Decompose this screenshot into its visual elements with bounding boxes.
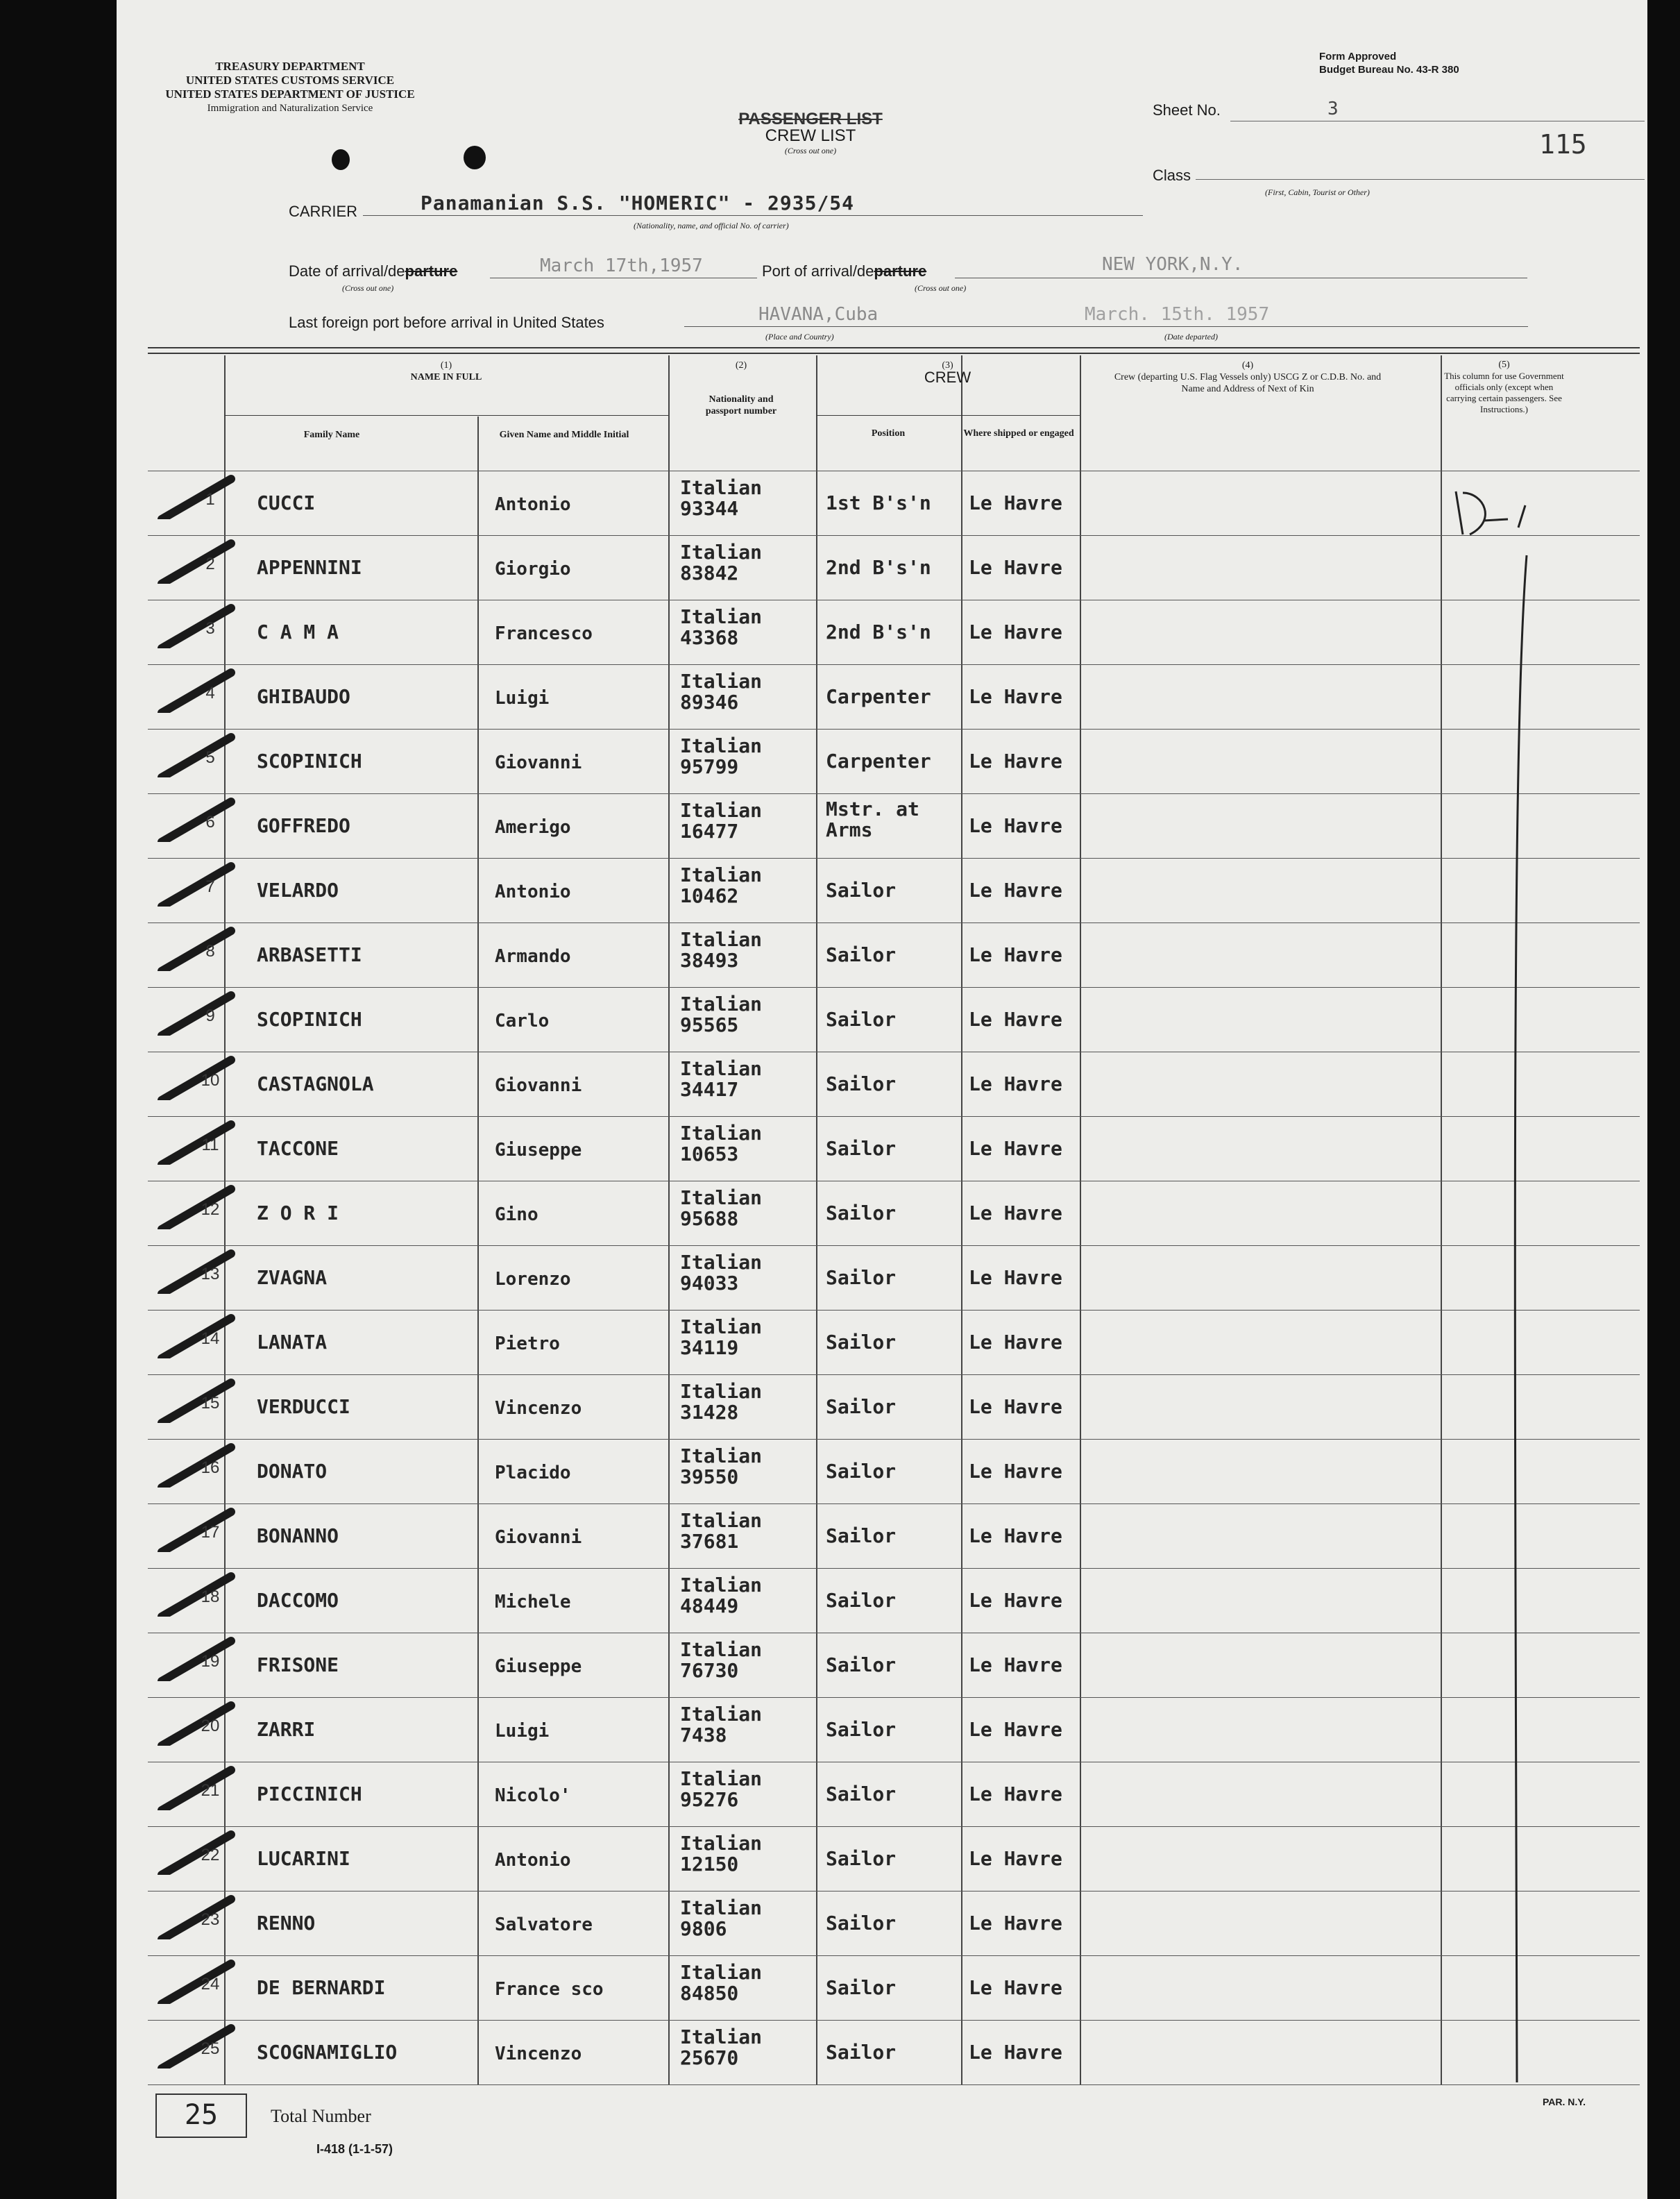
where-shipped: Le Havre xyxy=(969,621,1062,643)
last-port-value: HAVANA,Cuba xyxy=(758,304,879,325)
crew-position: Sailor xyxy=(826,1783,897,1805)
table-row xyxy=(117,987,1647,1052)
family-name: ZVAGNA xyxy=(257,1266,328,1289)
passport-number: 76730 xyxy=(680,1659,739,1682)
crew-position: Sailor xyxy=(826,1589,897,1612)
nationality: Italian xyxy=(680,1122,763,1145)
page-number: 115 xyxy=(1539,129,1587,160)
official-annotation-mark xyxy=(1435,472,1588,2089)
given-name: Giuseppe xyxy=(495,1140,582,1161)
passport-number: 10462 xyxy=(680,884,739,907)
table-row xyxy=(117,2020,1647,2084)
punch-hole-right xyxy=(464,146,486,169)
family-name: PICCINICH xyxy=(257,1783,362,1805)
where-shipped: Le Havre xyxy=(969,1395,1062,1418)
where-shipped: Le Havre xyxy=(969,1331,1062,1354)
row-number: 20 xyxy=(201,1717,220,1735)
family-name: C A M A xyxy=(257,621,339,643)
crew-position: 2nd B's'n xyxy=(826,621,931,643)
date-departed-note: (Date departed) xyxy=(1164,332,1218,342)
given-name: Amerigo xyxy=(495,817,571,838)
table-row xyxy=(117,729,1647,793)
punch-hole-left xyxy=(332,149,350,170)
given-name: Pietro xyxy=(495,1333,560,1354)
nationality: Italian xyxy=(680,1444,763,1467)
header-rule-top xyxy=(148,347,1640,348)
nationality: Italian xyxy=(680,1574,763,1596)
nationality: Italian xyxy=(680,1315,763,1338)
agency-line-1: TREASURY DEPARTMENT xyxy=(215,60,365,73)
title-note: (Cross out one) xyxy=(784,146,837,155)
given-name: Giuseppe xyxy=(495,1656,582,1677)
nationality: Italian xyxy=(680,605,763,628)
family-name: VERDUCCI xyxy=(257,1395,350,1418)
header-subrule xyxy=(224,415,668,416)
passport-number: 38493 xyxy=(680,949,739,972)
given-name: Gino xyxy=(495,1204,538,1225)
given-name: Antonio xyxy=(495,882,571,902)
given-name: Vincenzo xyxy=(495,1398,582,1419)
col2-header xyxy=(668,360,814,417)
family-name: RENNO xyxy=(257,1912,316,1935)
row-divider xyxy=(148,2084,1640,2085)
printer-mark: PAR. N.Y. xyxy=(1543,2096,1586,2107)
date-departed-line xyxy=(1013,326,1528,327)
given-name: Luigi xyxy=(495,688,550,709)
family-name: GOFFREDO xyxy=(257,814,350,837)
given-name: Nicolo' xyxy=(495,1785,571,1806)
nationality: Italian xyxy=(680,1057,763,1080)
nationality: Italian xyxy=(680,1186,763,1209)
crossed-passenger-list: PASSENGER LIST xyxy=(738,110,883,128)
date-of-arrival-label xyxy=(289,262,457,280)
table-row xyxy=(117,1633,1647,1697)
col3-header xyxy=(817,360,1078,386)
port-of-arrival-label xyxy=(762,262,926,280)
date-departed-value: March. 15th. 1957 xyxy=(1085,304,1270,325)
port-note: (Cross out one) xyxy=(915,283,967,293)
family-name: LUCARINI xyxy=(257,1847,350,1870)
passport-number: 93344 xyxy=(680,497,739,520)
table-row xyxy=(117,858,1647,922)
row-number: 12 xyxy=(201,1200,220,1219)
row-number: 2 xyxy=(205,555,215,573)
passport-number: 25670 xyxy=(680,2046,739,2069)
where-shipped: Le Havre xyxy=(969,1976,1062,1999)
crew-position: Sailor xyxy=(826,1008,897,1031)
crew-position: Sailor xyxy=(826,2041,897,2064)
crew-position: Sailor xyxy=(826,1460,897,1483)
family-name: ARBASETTI xyxy=(257,943,362,966)
crew-position: Sailor xyxy=(826,1137,897,1160)
family-name: SCOPINICH xyxy=(257,1008,362,1031)
row-number: 23 xyxy=(201,1910,220,1929)
crew-position: Sailor xyxy=(826,1847,897,1870)
form-number: I-418 (1-1-57) xyxy=(316,2142,393,2156)
carrier-value: Panamanian S.S. "HOMERIC" - 2935/54 xyxy=(421,192,855,214)
where-shipped: Le Havre xyxy=(969,1912,1062,1935)
table-row xyxy=(117,664,1647,729)
passport-number: 83842 xyxy=(680,562,739,584)
col4-header xyxy=(1085,360,1411,395)
given-name: Luigi xyxy=(495,1721,550,1742)
nationality: Italian xyxy=(680,670,763,693)
given-name: Salvatore xyxy=(495,1914,593,1935)
row-number: 4 xyxy=(205,684,215,702)
nationality: Italian xyxy=(680,1380,763,1403)
row-number: 16 xyxy=(201,1458,220,1477)
crew-position: Carpenter xyxy=(826,750,931,773)
col5-number: (5) xyxy=(1498,360,1510,370)
passport-number: 95565 xyxy=(680,1013,739,1036)
table-row xyxy=(117,1181,1647,1245)
where-shipped: Le Havre xyxy=(969,556,1062,579)
crew-position: Mstr. at Arms xyxy=(826,798,919,841)
nationality: Italian xyxy=(680,1703,763,1726)
total-number-label: Total Number xyxy=(271,2106,371,2126)
family-name: BONANNO xyxy=(257,1524,339,1547)
agency-header xyxy=(137,60,443,115)
table-row xyxy=(117,1955,1647,2020)
last-port-line xyxy=(684,326,1059,327)
row-number: 18 xyxy=(201,1587,220,1606)
family-name: LANATA xyxy=(257,1331,328,1354)
where-shipped: Le Havre xyxy=(969,943,1062,966)
row-number: 11 xyxy=(201,1136,219,1154)
crew-position: Sailor xyxy=(826,1976,897,1999)
where-shipped: Le Havre xyxy=(969,685,1062,708)
nationality: Italian xyxy=(680,1961,763,1984)
crew-position: Carpenter xyxy=(826,685,931,708)
col5-header xyxy=(1443,360,1565,415)
where-shipped: Le Havre xyxy=(969,814,1062,837)
row-number: 13 xyxy=(201,1265,220,1283)
table-row xyxy=(117,471,1647,535)
nationality: Italian xyxy=(680,734,763,757)
passport-number: 95799 xyxy=(680,755,739,778)
given-name: Michele xyxy=(495,1592,571,1612)
crew-position: Sailor xyxy=(826,1331,897,1354)
family-name: FRISONE xyxy=(257,1653,339,1676)
table-row xyxy=(117,535,1647,600)
where-shipped: Le Havre xyxy=(969,2041,1062,2064)
passport-number: 43368 xyxy=(680,626,739,649)
passport-number: 34119 xyxy=(680,1336,739,1359)
carrier-line xyxy=(363,215,1143,216)
row-number: 10 xyxy=(201,1071,220,1090)
given-name: Vincenzo xyxy=(495,2044,582,2064)
where-shipped: Le Havre xyxy=(969,1524,1062,1547)
where-shipped: Le Havre xyxy=(969,1008,1062,1031)
row-number: 8 xyxy=(205,942,215,961)
class-line xyxy=(1196,179,1645,180)
table-row xyxy=(117,1439,1647,1503)
where-shipped: Le Havre xyxy=(969,1653,1062,1676)
row-number: 5 xyxy=(205,748,215,767)
family-name: GHIBAUDO xyxy=(257,685,350,708)
nationality: Italian xyxy=(680,1832,763,1855)
crew-position: 1st B's'n xyxy=(826,491,931,514)
nationality: Italian xyxy=(680,1638,763,1661)
family-name: DONATO xyxy=(257,1460,328,1483)
given-name: Armando xyxy=(495,946,571,967)
family-name: DACCOMO xyxy=(257,1589,339,1612)
crew-position: Sailor xyxy=(826,879,897,902)
crew-list-title: CREW LIST xyxy=(765,126,856,145)
given-name-header: Given Name and Middle Initial xyxy=(499,430,629,440)
carrier-label: CARRIER xyxy=(289,203,358,220)
row-number: 14 xyxy=(201,1329,220,1348)
port-of-arrival-value: NEW YORK,N.Y. xyxy=(1102,254,1244,275)
nationality: Italian xyxy=(680,863,763,886)
given-name: Giovanni xyxy=(495,1075,582,1096)
table-row xyxy=(117,1503,1647,1568)
col4-number: (4) xyxy=(1241,360,1254,371)
table-row xyxy=(117,1697,1647,1762)
passport-number: 89346 xyxy=(680,691,739,714)
table-row xyxy=(117,1568,1647,1633)
table-row xyxy=(117,1052,1647,1116)
given-name: Placido xyxy=(495,1463,571,1483)
where-shipped: Le Havre xyxy=(969,1137,1062,1160)
date-of-arrival-value: March 17th,1957 xyxy=(540,255,703,276)
passport-number: 84850 xyxy=(680,1982,739,2005)
row-number: 3 xyxy=(205,619,215,638)
family-name: SCOPINICH xyxy=(257,750,362,773)
nationality: Italian xyxy=(680,1896,763,1919)
given-name: Lorenzo xyxy=(495,1269,571,1290)
crew-position: Sailor xyxy=(826,943,897,966)
shipped-header: Where shipped or engaged xyxy=(963,428,1074,439)
given-name: Giorgio xyxy=(495,559,571,580)
passport-number: 10653 xyxy=(680,1143,739,1165)
agency-line-2: UNITED STATES CUSTOMS SERVICE xyxy=(185,74,395,87)
date-note: (Cross out one) xyxy=(342,283,394,293)
class-label: Class xyxy=(1153,167,1191,184)
given-name: Giovanni xyxy=(495,1527,582,1548)
given-name: Antonio xyxy=(495,1850,571,1871)
given-name: Giovanni xyxy=(495,752,582,773)
passport-number: 9806 xyxy=(680,1917,727,1940)
passport-number: 12150 xyxy=(680,1853,739,1876)
given-name: Francesco xyxy=(495,623,593,644)
passport-number: 94033 xyxy=(680,1272,739,1295)
crew-position: Sailor xyxy=(826,1202,897,1224)
col4-title: Crew (departing U.S. Flag Vessels only) USCG Z or C.D.B. No. and Name and Address of Next of Kin xyxy=(1114,372,1382,394)
table-row xyxy=(117,600,1647,664)
row-number: 17 xyxy=(201,1523,220,1542)
crew-list-form xyxy=(117,0,1647,2199)
where-shipped: Le Havre xyxy=(969,491,1062,514)
where-shipped: Le Havre xyxy=(969,1460,1062,1483)
family-name-header: Family Name xyxy=(303,430,360,440)
form-approved-label: Form Approved xyxy=(1319,51,1397,62)
family-name: CUCCI xyxy=(257,491,316,514)
nationality: Italian xyxy=(680,1251,763,1274)
where-shipped: Le Havre xyxy=(969,1718,1062,1741)
given-name: Carlo xyxy=(495,1011,550,1031)
col3-title: CREW xyxy=(924,369,971,386)
sheet-number: 3 xyxy=(1327,99,1339,119)
table-row xyxy=(117,1826,1647,1891)
col3-number: (3) xyxy=(942,360,953,371)
crew-position: Sailor xyxy=(826,1912,897,1935)
port-label-text: Port of arrival/de xyxy=(762,262,874,280)
crew-position: Sailor xyxy=(826,1524,897,1547)
where-shipped: Le Havre xyxy=(969,1589,1062,1612)
row-number: 15 xyxy=(201,1394,220,1413)
where-shipped: Le Havre xyxy=(969,750,1062,773)
date-label-text: Date of arrival/de xyxy=(289,262,405,280)
col2-number: (2) xyxy=(735,360,747,371)
where-shipped: Le Havre xyxy=(969,1072,1062,1095)
family-name: Z O R I xyxy=(257,1202,339,1224)
passport-number: 7438 xyxy=(680,1724,727,1746)
crew-position: Sailor xyxy=(826,1266,897,1289)
nationality: Italian xyxy=(680,2025,763,2048)
col1-number: (1) xyxy=(440,360,452,371)
table-row xyxy=(117,922,1647,987)
sheet-label: Sheet No. xyxy=(1153,101,1221,119)
table-row xyxy=(117,1891,1647,1955)
family-name: DE BERNARDI xyxy=(257,1976,386,1999)
table-row xyxy=(117,1762,1647,1826)
col1-title: NAME IN FULL xyxy=(410,372,482,382)
date-crossed-text: parture xyxy=(405,262,458,280)
crew-position: Sailor xyxy=(826,1395,897,1418)
family-name: CASTAGNOLA xyxy=(257,1072,374,1095)
passport-number: 48449 xyxy=(680,1594,739,1617)
row-number: 25 xyxy=(201,2039,220,2058)
passport-number: 16477 xyxy=(680,820,739,843)
crew-position: Sailor xyxy=(826,1718,897,1741)
row-number: 7 xyxy=(205,877,215,896)
last-port-label: Last foreign port before arrival in United States xyxy=(289,314,604,331)
crew-position: 2nd B's'n xyxy=(826,556,931,579)
col1-header xyxy=(224,360,668,383)
table-row xyxy=(117,1310,1647,1374)
nationality: Italian xyxy=(680,1509,763,1532)
row-number: 1 xyxy=(205,490,215,509)
position-header: Position xyxy=(871,428,906,439)
family-name: APPENNINI xyxy=(257,556,362,579)
crew-position: Sailor xyxy=(826,1653,897,1676)
col5-title: This column for use Government officials only (except when carrying certain passengers. See Instructions.) xyxy=(1444,371,1564,414)
header-subrule xyxy=(816,415,1080,416)
nationality: Italian xyxy=(680,476,763,499)
table-row xyxy=(117,793,1647,858)
carrier-note: (Nationality, name, and official No. of carrier) xyxy=(634,221,789,230)
port-crossed-text: parture xyxy=(874,262,927,280)
where-shipped: Le Havre xyxy=(969,1847,1062,1870)
family-name: SCOGNAMIGLIO xyxy=(257,2041,398,2064)
last-port-place-note: (Place and Country) xyxy=(765,332,834,342)
budget-bureau-number: Budget Bureau No. 43-R 380 xyxy=(1319,64,1459,76)
where-shipped: Le Havre xyxy=(969,1266,1062,1289)
given-name: France sco xyxy=(495,1979,604,2000)
col2-title: Nationality and passport number xyxy=(705,394,777,416)
passport-number: 95688 xyxy=(680,1207,739,1230)
form-title-block xyxy=(706,110,915,156)
where-shipped: Le Havre xyxy=(969,1202,1062,1224)
table-row xyxy=(117,1374,1647,1439)
passport-number: 95276 xyxy=(680,1788,739,1811)
family-name: VELARDO xyxy=(257,879,339,902)
passport-number: 31428 xyxy=(680,1401,739,1424)
header-rule-bottom xyxy=(148,353,1640,354)
nationality: Italian xyxy=(680,1767,763,1790)
nationality: Italian xyxy=(680,541,763,564)
row-number: 21 xyxy=(201,1781,220,1800)
class-note: (First, Cabin, Tourist or Other) xyxy=(1265,187,1370,197)
agency-line-4: Immigration and Naturalization Service xyxy=(207,103,373,114)
form-approved xyxy=(1319,50,1459,76)
row-number: 19 xyxy=(201,1652,220,1671)
where-shipped: Le Havre xyxy=(969,1783,1062,1805)
passport-number: 39550 xyxy=(680,1465,739,1488)
row-number: 9 xyxy=(205,1006,215,1025)
nationality: Italian xyxy=(680,799,763,822)
family-name: ZARRI xyxy=(257,1718,316,1741)
agency-line-3: UNITED STATES DEPARTMENT OF JUSTICE xyxy=(165,87,415,101)
row-number: 22 xyxy=(201,1846,220,1864)
crew-position: Sailor xyxy=(826,1072,897,1095)
table-row xyxy=(117,1245,1647,1310)
nationality: Italian xyxy=(680,928,763,951)
row-number: 6 xyxy=(205,813,215,832)
passport-number: 34417 xyxy=(680,1078,739,1101)
passport-number: 37681 xyxy=(680,1530,739,1553)
where-shipped: Le Havre xyxy=(969,879,1062,902)
nationality: Italian xyxy=(680,993,763,1016)
given-name: Antonio xyxy=(495,494,571,515)
total-number-value: 25 xyxy=(184,2099,219,2131)
table-row xyxy=(117,1116,1647,1181)
row-number: 24 xyxy=(201,1975,220,1994)
family-name: TACCONE xyxy=(257,1137,339,1160)
